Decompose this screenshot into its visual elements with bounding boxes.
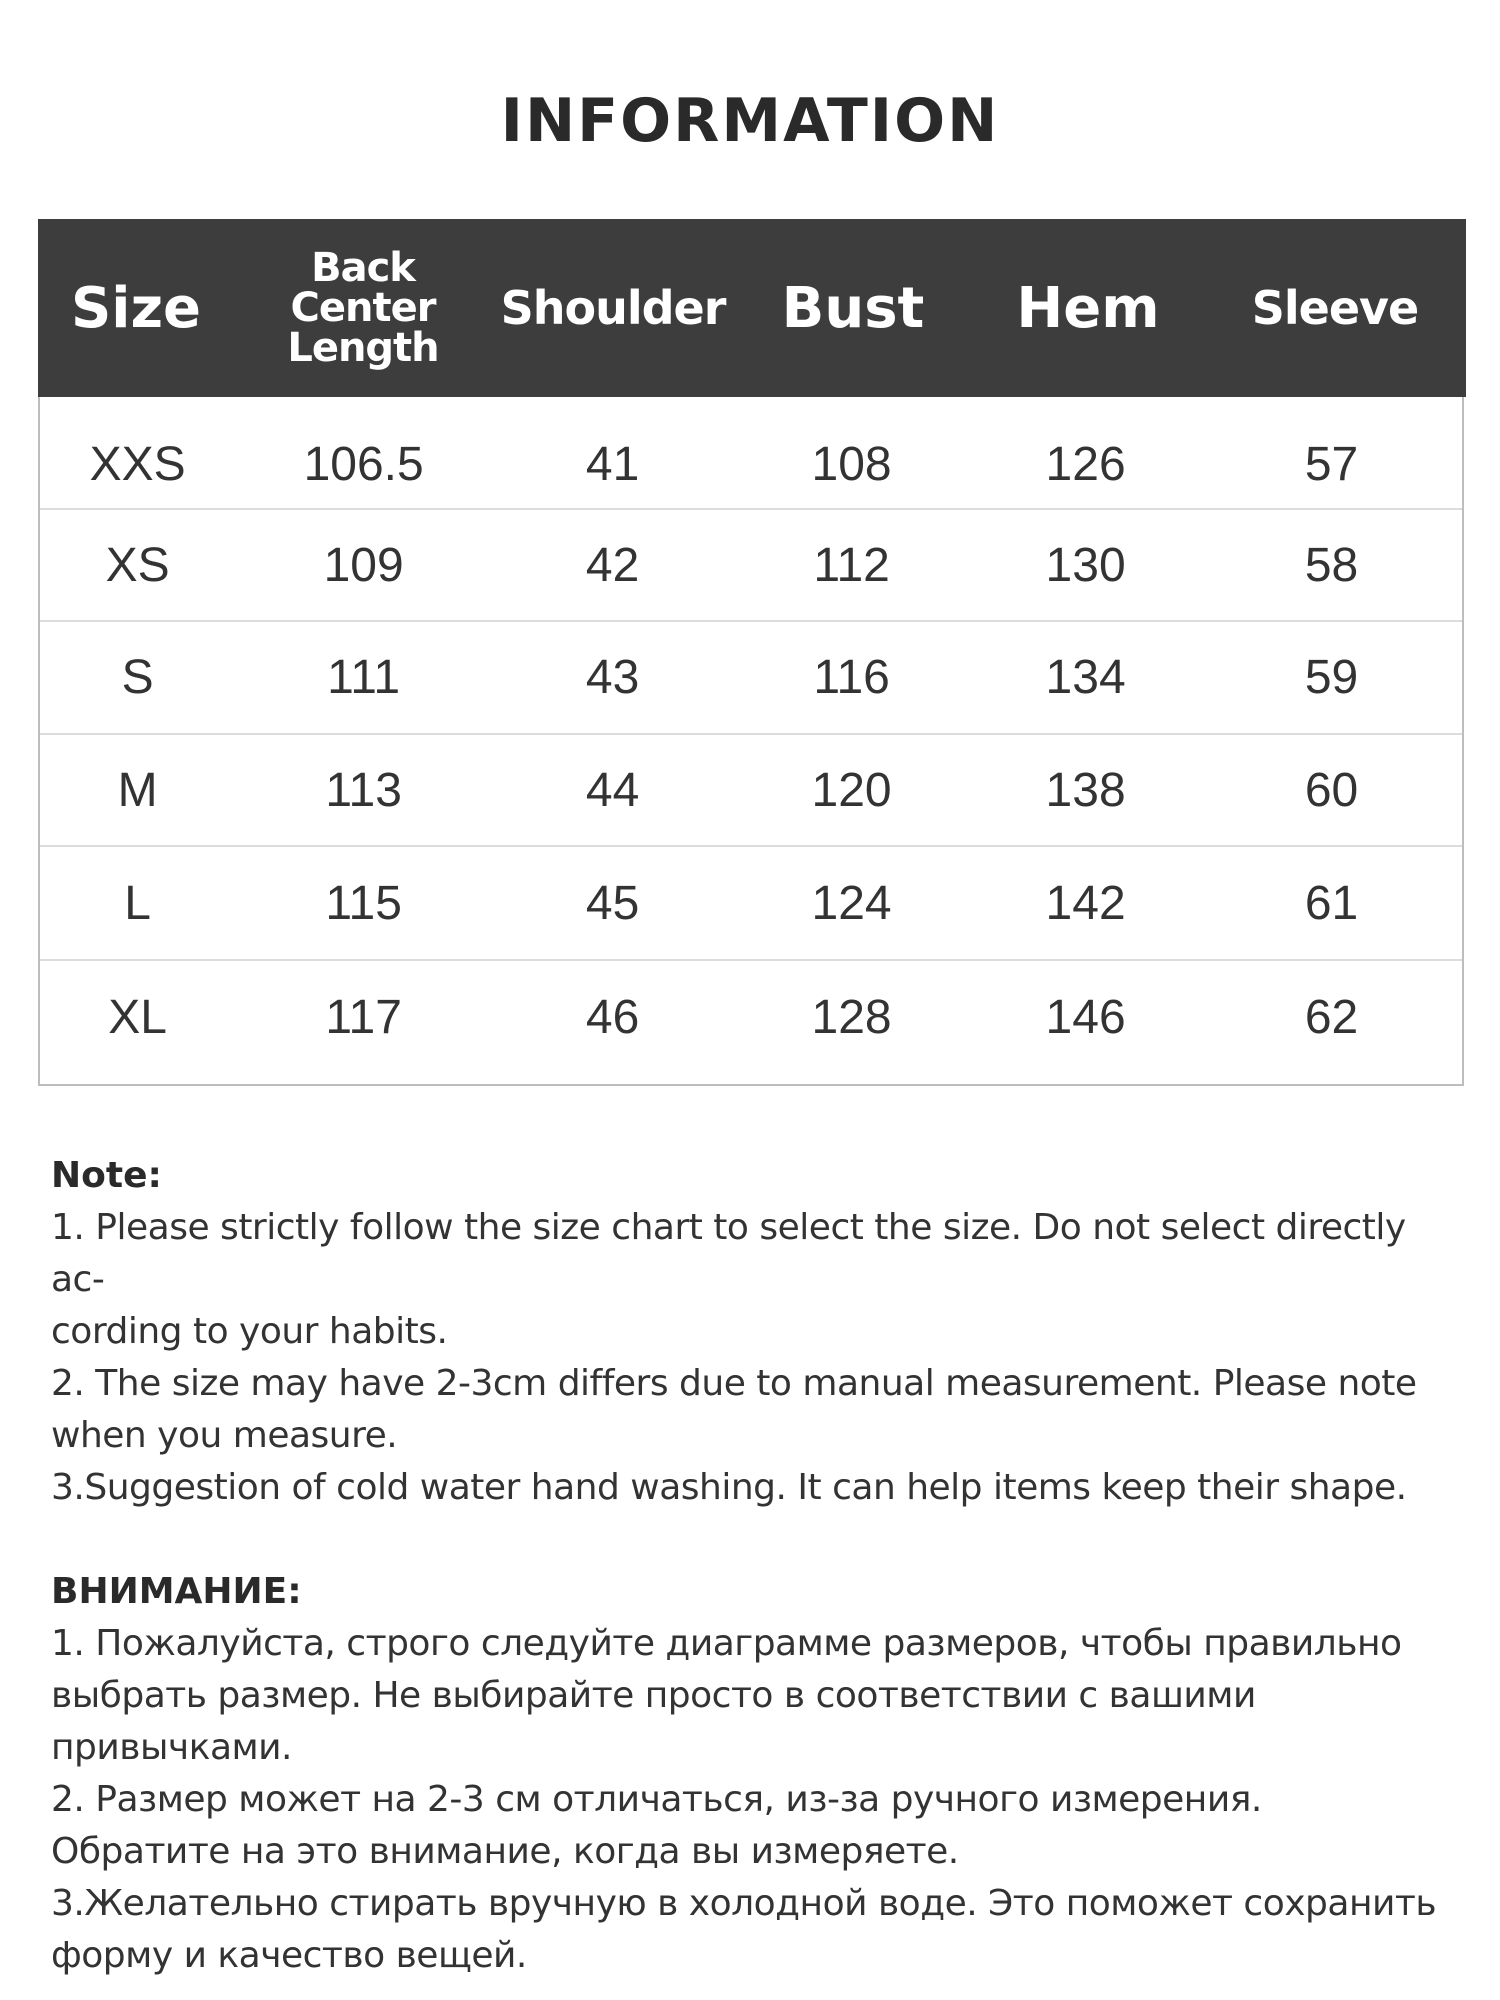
- cell-sleeve: 62: [1304, 990, 1359, 1044]
- cell-back-center-length: 117: [325, 990, 402, 1044]
- table-row: [40, 622, 1462, 735]
- table-row: [40, 735, 1462, 847]
- cell-hem: 138: [1045, 763, 1126, 817]
- header-size: Size: [70, 275, 202, 341]
- note-line: cording to your habits.: [51, 1311, 448, 1352]
- note-heading: ВНИМАНИЕ:: [51, 1571, 302, 1612]
- table-header-row: [38, 219, 1466, 397]
- cell-bust: 124: [811, 876, 892, 930]
- cell-size: XXS: [89, 438, 186, 491]
- cell-hem: 126: [1045, 438, 1126, 491]
- cell-bust: 116: [813, 651, 890, 704]
- note-line: выбрать размер. Не выбирайте просто в соответствии с вашими: [51, 1675, 1256, 1716]
- cell-shoulder: 41: [585, 438, 640, 491]
- cell-back-center-length: 109: [323, 538, 404, 592]
- table-row: [40, 510, 1462, 622]
- note-line: 3.Suggestion of cold water hand washing. It can help items keep their shape.: [51, 1467, 1407, 1508]
- cell-size: L: [124, 876, 151, 930]
- table-body: [40, 397, 1462, 1073]
- note-line: 2. The size may have 2-3cm differs due to manual measurement. Please note: [51, 1363, 1417, 1404]
- cell-size: M: [117, 763, 158, 817]
- cell-size: XL: [108, 990, 167, 1044]
- cell-hem: 134: [1045, 651, 1126, 704]
- cell-sleeve: 61: [1304, 876, 1359, 930]
- page-title: INFORMATION: [500, 86, 1000, 156]
- header-back-center-length: Back Center Length: [287, 245, 439, 371]
- table-row: [40, 961, 1462, 1073]
- table-row: [40, 847, 1462, 961]
- cell-bust: 108: [811, 438, 892, 491]
- cell-hem: 130: [1045, 538, 1126, 592]
- note-line: 1. Пожалуйста, строго следуйте диаграмме размеров, чтобы правильно: [51, 1623, 1402, 1664]
- cell-hem: 142: [1045, 876, 1126, 930]
- cell-shoulder: 43: [585, 651, 640, 704]
- cell-shoulder: 45: [585, 876, 640, 930]
- cell-sleeve: 60: [1304, 763, 1359, 817]
- table-row: [40, 397, 1462, 510]
- cell-back-center-length: 106.5: [303, 438, 424, 491]
- header-sleeve: Sleeve: [1251, 281, 1419, 335]
- note-line: 2. Размер может на 2-3 см отличаться, из-за ручного измерения.: [51, 1779, 1262, 1820]
- note-line: привычками.: [51, 1727, 292, 1768]
- cell-sleeve: 58: [1304, 538, 1359, 592]
- note-english: [51, 1150, 1461, 1514]
- cell-shoulder: 42: [585, 538, 640, 592]
- cell-sleeve: 59: [1304, 651, 1359, 704]
- cell-back-center-length: 115: [325, 876, 402, 930]
- header-hem: Hem: [1016, 275, 1160, 341]
- note-line: when you measure.: [51, 1415, 398, 1456]
- note-line: Обратите на это внимание, когда вы измеряете.: [51, 1831, 959, 1872]
- header-bust: Bust: [781, 275, 925, 341]
- cell-bust: 128: [811, 990, 892, 1044]
- cell-bust: 112: [813, 538, 890, 592]
- cell-sleeve: 57: [1304, 438, 1359, 491]
- cell-size: S: [121, 651, 154, 704]
- cell-back-center-length: 113: [325, 763, 402, 817]
- note-heading: Note:: [51, 1155, 162, 1196]
- note-russian: [51, 1566, 1461, 1982]
- cell-hem: 146: [1045, 990, 1126, 1044]
- cell-bust: 120: [811, 763, 892, 817]
- cell-shoulder: 46: [585, 990, 640, 1044]
- notes-section: [51, 1150, 1461, 1982]
- size-chart-table: [38, 219, 1464, 1086]
- header-shoulder: Shoulder: [500, 281, 726, 335]
- note-line: 1. Please strictly follow the size chart to select the size. Do not select directly ac-: [51, 1207, 1406, 1300]
- note-line: 3.Желательно стирать вручную в холодной воде. Это поможет сохранить: [51, 1883, 1437, 1924]
- cell-back-center-length: 111: [327, 651, 401, 704]
- cell-size: XS: [105, 538, 170, 592]
- cell-shoulder: 44: [585, 763, 640, 817]
- note-line: форму и качество вещей.: [51, 1935, 527, 1976]
